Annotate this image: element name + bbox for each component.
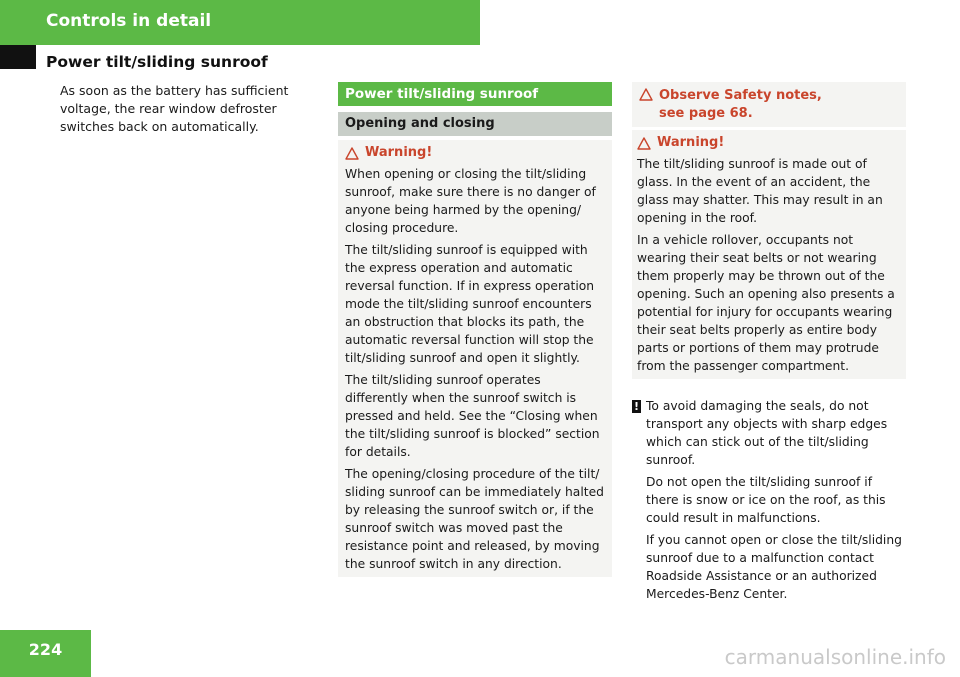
page-number: 224	[28, 640, 63, 659]
warning-box	[338, 140, 612, 577]
watermark: carmanualsonline.info	[724, 645, 946, 669]
page-title: Power tilt/sliding sunroof	[46, 53, 268, 71]
warning-title: Warning!	[365, 145, 433, 160]
warning-paragraph: The opening/closing procedure of the tilt/ sliding sunroof can be immediately halted by releasing the sunroof switch or, if the sunroof switch was moved past the resistance point and released, by moving the sunroof switch in any direction.	[345, 467, 604, 571]
safety-notes-heading	[639, 87, 900, 123]
right-column	[632, 82, 906, 607]
subsection-heading: Opening and closing	[338, 112, 612, 136]
intro-column	[60, 82, 310, 136]
safety-notes-reference: Observe Safety notes, see page 68.	[659, 88, 822, 121]
notice-paragraph: Do not open the tilt/sliding sunroof if there is snow or ice on the roof, as this could result in malfunctions.	[646, 475, 886, 525]
warning-paragraph: In a vehicle rollover, occupants not wearing their seat belts or not wearing them properly may be thrown out of the opening. Such an opening also presents a potential for injury for occupants wearing their seat belts properly as entire body parts or portions of them may protrude from the passenger compartment.	[637, 233, 895, 373]
warning-title: Warning!	[657, 135, 725, 150]
warning-heading	[637, 134, 900, 152]
intro-paragraph: As soon as the battery has sufficient voltage, the rear window defroster switches back on automatically.	[60, 83, 289, 134]
warning-triangle-icon	[345, 147, 359, 160]
warning-paragraph: When opening or closing the tilt/sliding sunroof, make sure there is no danger of anyone being harmed by the opening/ closing procedure.	[345, 167, 596, 235]
section-heading: Power tilt/sliding sunroof	[338, 82, 612, 106]
notice-paragraph: To avoid damaging the seals, do not transport any objects with sharp edges which can stick out of the tilt/sliding sunroof.	[646, 399, 888, 467]
warning-heading	[345, 144, 606, 162]
header-tab-marker	[0, 45, 36, 69]
section-title: Controls in detail	[46, 11, 212, 31]
page-number-box	[0, 630, 91, 677]
warning-box	[632, 130, 906, 379]
notice-block	[632, 397, 906, 603]
safety-notes-box	[632, 82, 906, 127]
main-column	[338, 82, 612, 577]
warning-paragraph: The tilt/sliding sunroof is made out of glass. In the event of an accident, the glass may shatter. This may result in an opening in the roof.	[637, 157, 883, 225]
notice-paragraph: If you cannot open or close the tilt/sliding sunroof due to a malfunction contact Roadside Assistance or an authorized Mercedes-Benz Center.	[646, 533, 902, 601]
warning-triangle-icon	[637, 137, 651, 150]
warning-paragraph: The tilt/sliding sunroof is equipped with the express operation and automatic reversal function. If in express operation mode the tilt/sliding sunroof encounters an obstruction that blocks its path, the automatic reversal function will stop the tilt/sliding sunroof and open it slightly.	[345, 243, 595, 365]
exclamation-box-icon: !	[633, 400, 640, 413]
warning-triangle-icon	[639, 88, 653, 101]
warning-paragraph: The tilt/sliding sunroof operates differently when the sunroof switch is pressed and held. See the “Closing when the tilt/sliding sunroof is blocked” section for details.	[345, 373, 600, 459]
